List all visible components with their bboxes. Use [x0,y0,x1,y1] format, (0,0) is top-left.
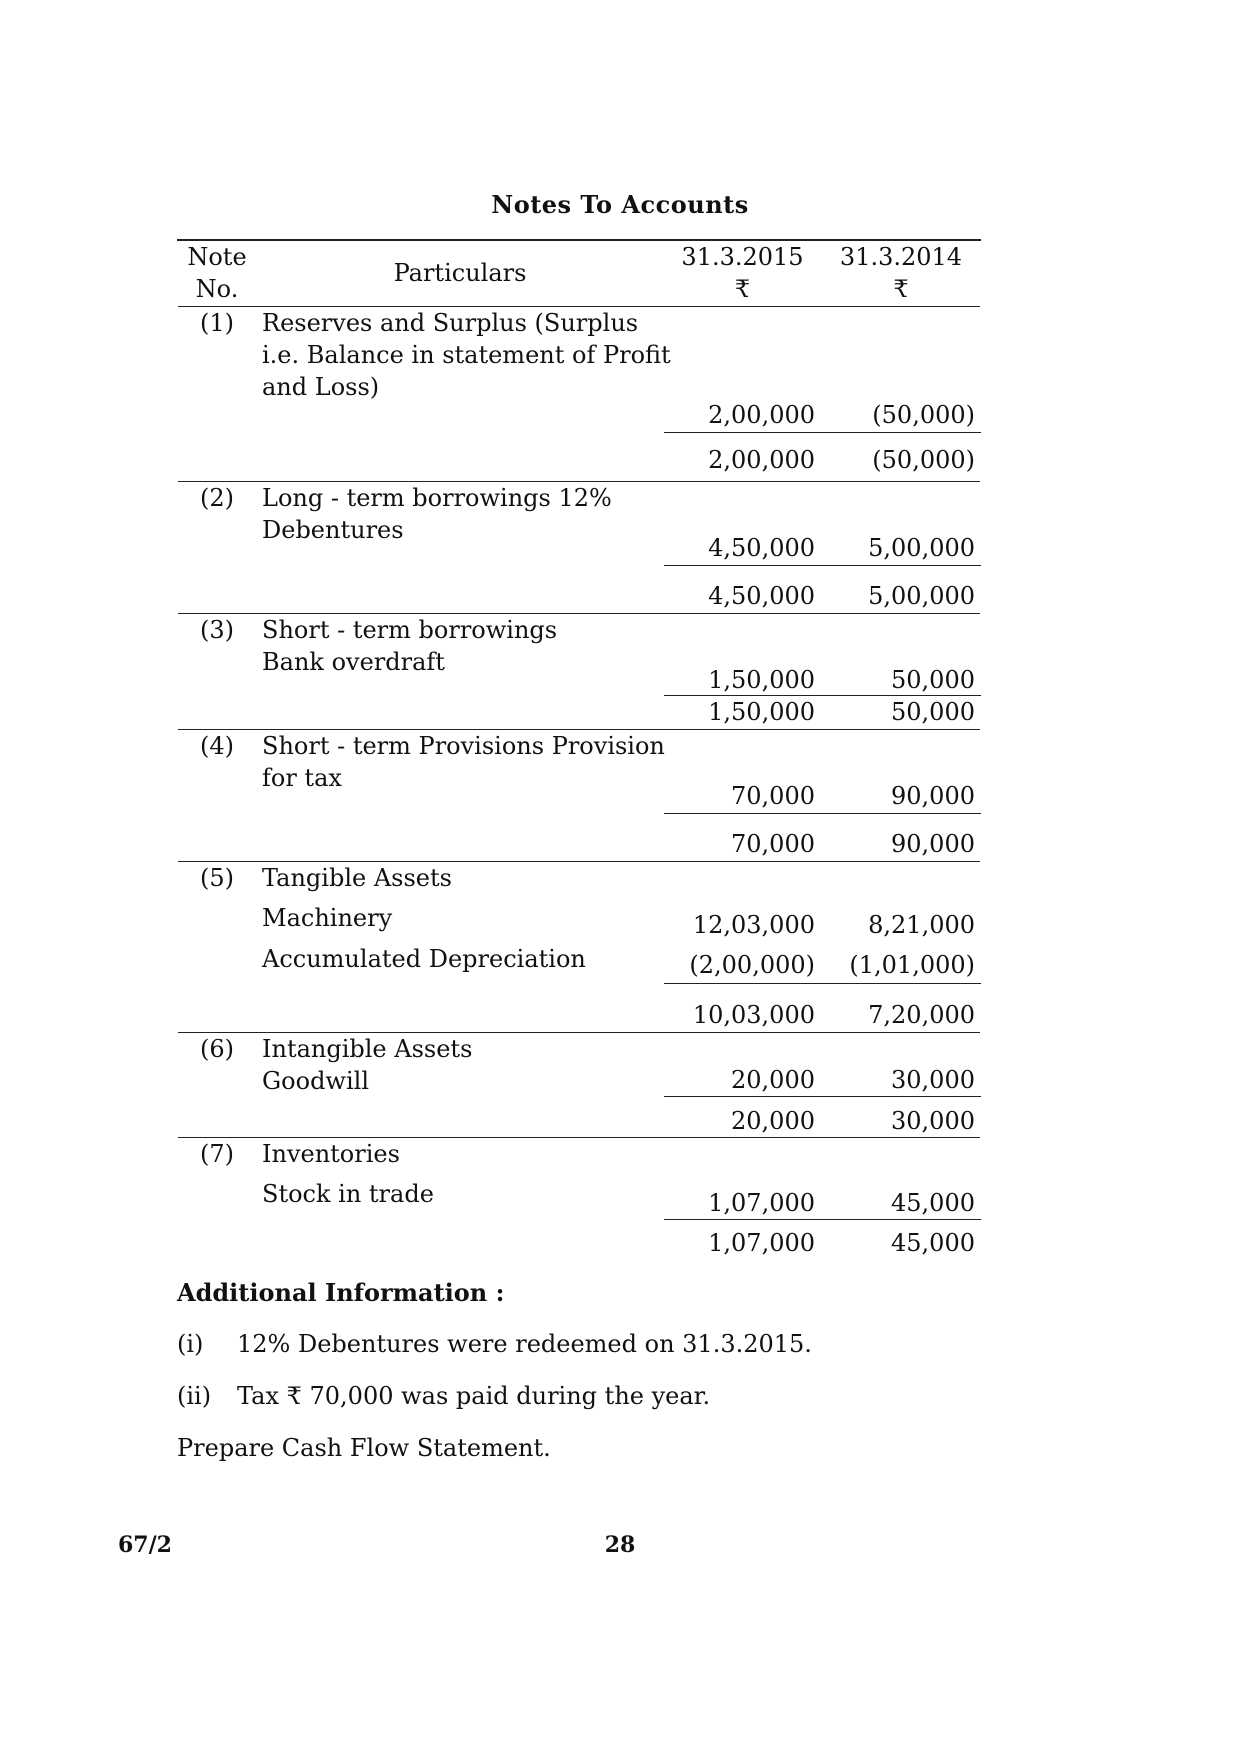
particulars-line: Inventories [262,1140,400,1168]
amount-2015: 1,07,000 [708,1189,815,1217]
note-number: (3) [200,616,234,644]
total-rule [664,565,981,566]
note-number: (1) [200,309,234,337]
total-2014: (50,000) [872,446,975,474]
note-number: (7) [200,1140,234,1168]
total-2014: 7,20,000 [868,1001,975,1029]
total-rule [664,983,981,984]
total-2014: 5,00,000 [868,582,975,610]
total-rule [664,1219,981,1220]
total-2014: 50,000 [891,698,975,726]
notes-table [177,239,981,1257]
particulars-line: for tax [262,764,342,792]
total-rule [664,1096,981,1097]
particulars-line: Short - term Provisions Provision [262,732,665,760]
note-section [178,861,980,1033]
header-note-line: No. [195,275,239,303]
header-note-no [178,241,256,305]
amount-2015: 2,00,000 [708,401,815,429]
particulars-line: Short - term borrowings [262,616,558,644]
note-section [178,481,980,614]
total-2014: 30,000 [891,1107,975,1135]
item-label: (i) [177,1330,204,1358]
total-2015: 1,07,000 [708,1229,815,1257]
instruction-text: Prepare Cash Flow Statement. [177,1434,551,1462]
total-2015: 70,000 [731,830,815,858]
amount-2014: (50,000) [872,401,975,429]
amount-2014: 90,000 [891,782,975,810]
amount-2015: 12,03,000 [692,911,815,939]
header-note-line: Note [187,243,247,271]
total-2015: 20,000 [731,1107,815,1135]
header-currency: ₹ [734,275,751,303]
amount-2015: (2,00,000) [689,951,815,979]
header-currency: ₹ [893,275,909,303]
total-2014: 45,000 [891,1229,975,1257]
page-title: Notes To Accounts [491,190,749,219]
header-particulars: Particulars [393,259,527,287]
note-number: (5) [200,864,234,892]
amount-2015: 20,000 [731,1066,815,1094]
total-2015: 1,50,000 [708,698,815,726]
particulars-line: Reserves and Surplus (Surplus [262,309,639,337]
amount-2014: 50,000 [891,666,975,694]
item-label: (ii) [177,1382,212,1410]
note-number: (2) [200,484,234,512]
amount-2015: 4,50,000 [708,534,815,562]
particulars-line: Debentures [262,516,404,544]
note-number: (4) [200,732,234,760]
particulars-line: and Loss) [262,373,380,401]
item-text: Tax ₹ 70,000 was paid during the year. [237,1382,711,1410]
particulars-line: Accumulated Depreciation [262,945,586,973]
note-section [178,306,980,482]
total-2015: 2,00,000 [708,446,815,474]
particulars-line: Machinery [262,904,393,932]
amount-2015: 70,000 [731,782,815,810]
note-number: (6) [200,1035,234,1063]
amount-2015: 1,50,000 [708,666,815,694]
note-section [178,1032,980,1138]
total-2014: 90,000 [891,830,975,858]
total-2015: 4,50,000 [708,582,815,610]
header-date: 31.3.2014 [839,243,963,271]
particulars-line: Long - term borrowings 12% [262,484,612,512]
item-text: 12% Debentures were redeemed on 31.3.2015. [237,1330,812,1358]
particulars-line: Bank overdraft [262,648,445,676]
total-rule [664,432,981,433]
amount-2014: 45,000 [891,1189,975,1217]
amount-2014: (1,01,000) [849,951,975,979]
amount-2014: 5,00,000 [868,534,975,562]
note-section [178,613,980,730]
particulars-line: i.e. Balance in statement of Profit [262,341,671,369]
total-2015: 10,03,000 [692,1001,815,1029]
header-col-2014 [821,241,981,305]
note-section [178,729,980,862]
amount-2014: 8,21,000 [868,911,975,939]
particulars-line: Stock in trade [262,1180,434,1208]
particulars-line: Tangible Assets [262,864,452,892]
note-section [178,1137,980,1258]
total-rule [664,813,981,814]
header-col-2015 [664,241,821,305]
particulars-line: Goodwill [262,1067,370,1095]
header-date: 31.3.2015 [681,243,804,271]
table-header [178,240,980,307]
amount-2014: 30,000 [891,1066,975,1094]
particulars-line: Intangible Assets [262,1035,473,1063]
additional-info-heading: Additional Information : [177,1278,505,1307]
paper-code: 67/2 [118,1532,172,1558]
page-number: 28 [604,1532,636,1558]
